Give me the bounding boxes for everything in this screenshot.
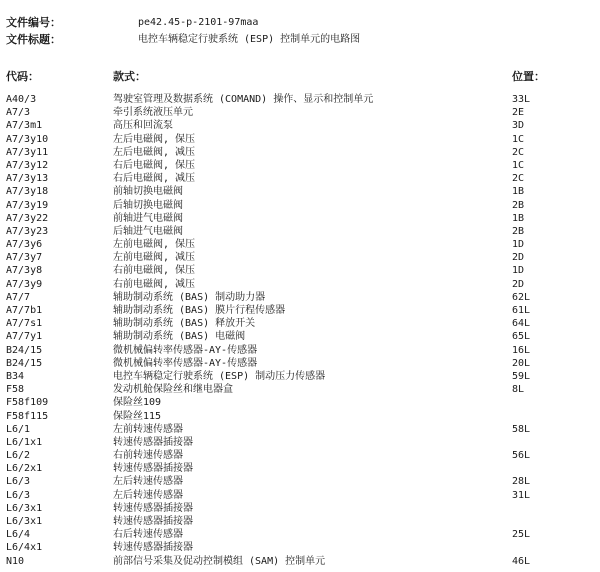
row-position: 31L [512,489,531,501]
doc-title-value: 电控车辆稳定行驶系统 (ESP) 控制单元的电路图 [138,34,361,45]
table-row [0,475,600,488]
row-position: 61L [512,305,531,316]
row-description: 左后转速传感器 [113,489,183,501]
row-position: 2D [512,252,525,264]
row-position: 33L [512,94,531,105]
row-description: 转速传感器插接器 [113,436,193,448]
row-description: 转速传感器插接器 [113,542,193,554]
table-row [0,515,600,528]
row-code: A7/3y12 [6,159,49,171]
table-row [0,146,600,159]
table-row [0,449,600,462]
row-code: A7/7s1 [6,318,43,330]
column-header-code: 代码： [6,70,39,83]
table-row [0,291,600,304]
row-description: 左前电磁阀, 保压 [113,239,196,251]
table-row [0,344,600,357]
table-row [0,410,600,423]
row-description: 左后电磁阀, 保压 [113,133,196,145]
table-row [0,555,600,568]
row-code: A7/3 [6,107,31,119]
row-description: 左前转速传感器 [113,423,183,435]
column-header-position: 位置： [512,70,545,83]
row-description: 右前转速传感器 [113,450,183,462]
row-code: F58f115 [6,410,49,422]
table-row [0,159,600,172]
table-row [0,212,600,225]
row-code: B34 [6,370,25,382]
table-row [0,119,600,132]
row-code: L6/4 [6,529,31,541]
row-position: 2D [512,278,525,290]
row-position: 1C [512,133,525,145]
row-description: 后轴切换电磁阀 [113,199,183,211]
table-row [0,528,600,541]
row-description: 右前电磁阀, 保压 [113,265,196,277]
row-description: 转速传感器插接器 [113,502,193,514]
table-row [0,133,600,146]
row-position: 59L [512,370,531,382]
table-row [0,238,600,251]
row-code: L6/1 [6,423,31,435]
row-code: A7/3m1 [6,120,43,132]
row-position: 1B [512,212,525,224]
row-description: 发动机舱保险丝和继电器盒 [113,384,233,396]
row-position: 16L [512,344,531,356]
row-description: 转速传感器插接器 [113,516,193,527]
row-description: 转速传感器插接器 [113,463,193,475]
row-code: L6/3 [6,476,31,488]
row-code: A7/3y11 [6,146,49,158]
row-position: 2C [512,146,525,158]
row-position: 46L [512,555,531,567]
table-row [0,106,600,119]
table-row [0,317,600,330]
row-code: A40/3 [6,94,37,105]
row-position: 1B [512,186,525,198]
doc-number-value: pe42.45-p-2101-97maa [138,17,259,28]
table-row [0,185,600,198]
row-description: 右后转速传感器 [113,529,183,541]
table-row [0,225,600,238]
row-code: F58f109 [6,397,49,409]
row-code: A7/3y8 [6,265,43,277]
row-description: 前轴切换电磁阀 [113,186,183,198]
row-description: 左后转速传感器 [113,476,183,488]
doc-number-label: 文件编号： [6,16,61,29]
row-description: 左后电磁阀, 减压 [113,146,196,158]
row-code: A7/7 [6,291,31,303]
row-code: A7/7y1 [6,331,43,343]
row-position: 65L [512,331,531,343]
table-row [0,383,600,396]
table-row [0,396,600,409]
row-code: N10 [6,555,25,567]
row-position: 1D [512,239,525,251]
row-code: L6/2 [6,450,31,462]
table-row [0,172,600,185]
row-description: 前部信号采集及促动控制模组 (SAM) 控制单元 [113,555,326,567]
table-row [0,330,600,343]
row-position: 2B [512,199,525,211]
table-row [0,304,600,317]
row-description: 右后电磁阀, 保压 [113,159,196,171]
row-code: B24/15 [6,344,43,356]
table-row [0,370,600,383]
row-position: 58L [512,423,531,435]
row-code: A7/3y10 [6,133,49,145]
row-code: A7/7b1 [6,305,43,316]
table-row [0,278,600,291]
table-row [0,357,600,370]
row-position: 20L [512,357,531,369]
row-description: 牵引系统液压单元 [113,107,193,119]
row-position: 2E [512,107,525,119]
row-position: 64L [512,318,531,330]
table-row [0,93,600,106]
table-row [0,423,600,436]
table-row [0,251,600,264]
row-code: A7/3y6 [6,239,43,251]
row-description: 高压和回流泵 [113,120,173,132]
row-code: L6/1x1 [6,436,43,448]
doc-title-label: 文件标题： [6,33,61,46]
row-description: 电控车辆稳定行驶系统 (ESP) 制动压力传感器 [113,370,326,382]
row-description: 后轴进气电磁阀 [113,225,183,237]
table-row [0,541,600,554]
row-description: 辅助制动系统 (BAS) 释放开关 [113,318,256,330]
row-code: L6/2x1 [6,463,43,475]
row-code: A7/3y23 [6,225,49,237]
row-description: 微机械偏转率传感器-AY-传感器 [113,357,258,369]
row-position: 56L [512,450,531,462]
row-code: A7/3y19 [6,199,49,211]
row-code: A7/3y18 [6,186,49,198]
row-description: 微机械偏转率传感器-AY-传感器 [113,344,258,356]
table-row [0,502,600,515]
row-description: 辅助制动系统 (BAS) 制动助力器 [113,291,266,303]
row-description: 辅助制动系统 (BAS) 膜片行程传感器 [113,305,286,316]
row-code: A7/3y13 [6,173,49,185]
row-position: 28L [512,476,531,488]
row-code: F58 [6,384,25,396]
row-position: 25L [512,529,531,541]
table-row [0,462,600,475]
row-description: 前轴进气电磁阀 [113,212,183,224]
row-description: 保险丝115 [113,410,162,422]
row-code: A7/3y7 [6,252,43,264]
row-position: 1D [512,265,525,277]
row-description: 辅助制动系统 (BAS) 电磁阀 [113,331,246,343]
row-code: L6/3x1 [6,502,43,514]
row-position: 62L [512,291,531,303]
row-description: 右前电磁阀, 减压 [113,278,196,290]
table-row [0,199,600,212]
row-code: L6/3 [6,489,31,501]
row-position: 8L [512,384,525,396]
row-code: L6/4x1 [6,542,43,554]
row-description: 左前电磁阀, 减压 [113,252,196,264]
row-position: 2C [512,173,525,185]
row-code: B24/15 [6,357,43,369]
row-position: 2B [512,225,525,237]
row-position: 1C [512,159,525,171]
row-code: A7/3y9 [6,278,43,290]
table-row [0,436,600,449]
row-description: 右后电磁阀, 减压 [113,173,196,185]
row-code: L6/3x1 [6,516,43,527]
table-row [0,264,600,277]
row-description: 驾驶室管理及数据系统 (COMAND) 操作、显示和控制单元 [113,94,374,105]
row-code: A7/3y22 [6,212,49,224]
row-description: 保险丝109 [113,397,162,409]
row-position: 3D [512,120,525,132]
component-table [0,93,600,568]
table-row [0,489,600,502]
column-header-description: 款式： [113,70,146,83]
